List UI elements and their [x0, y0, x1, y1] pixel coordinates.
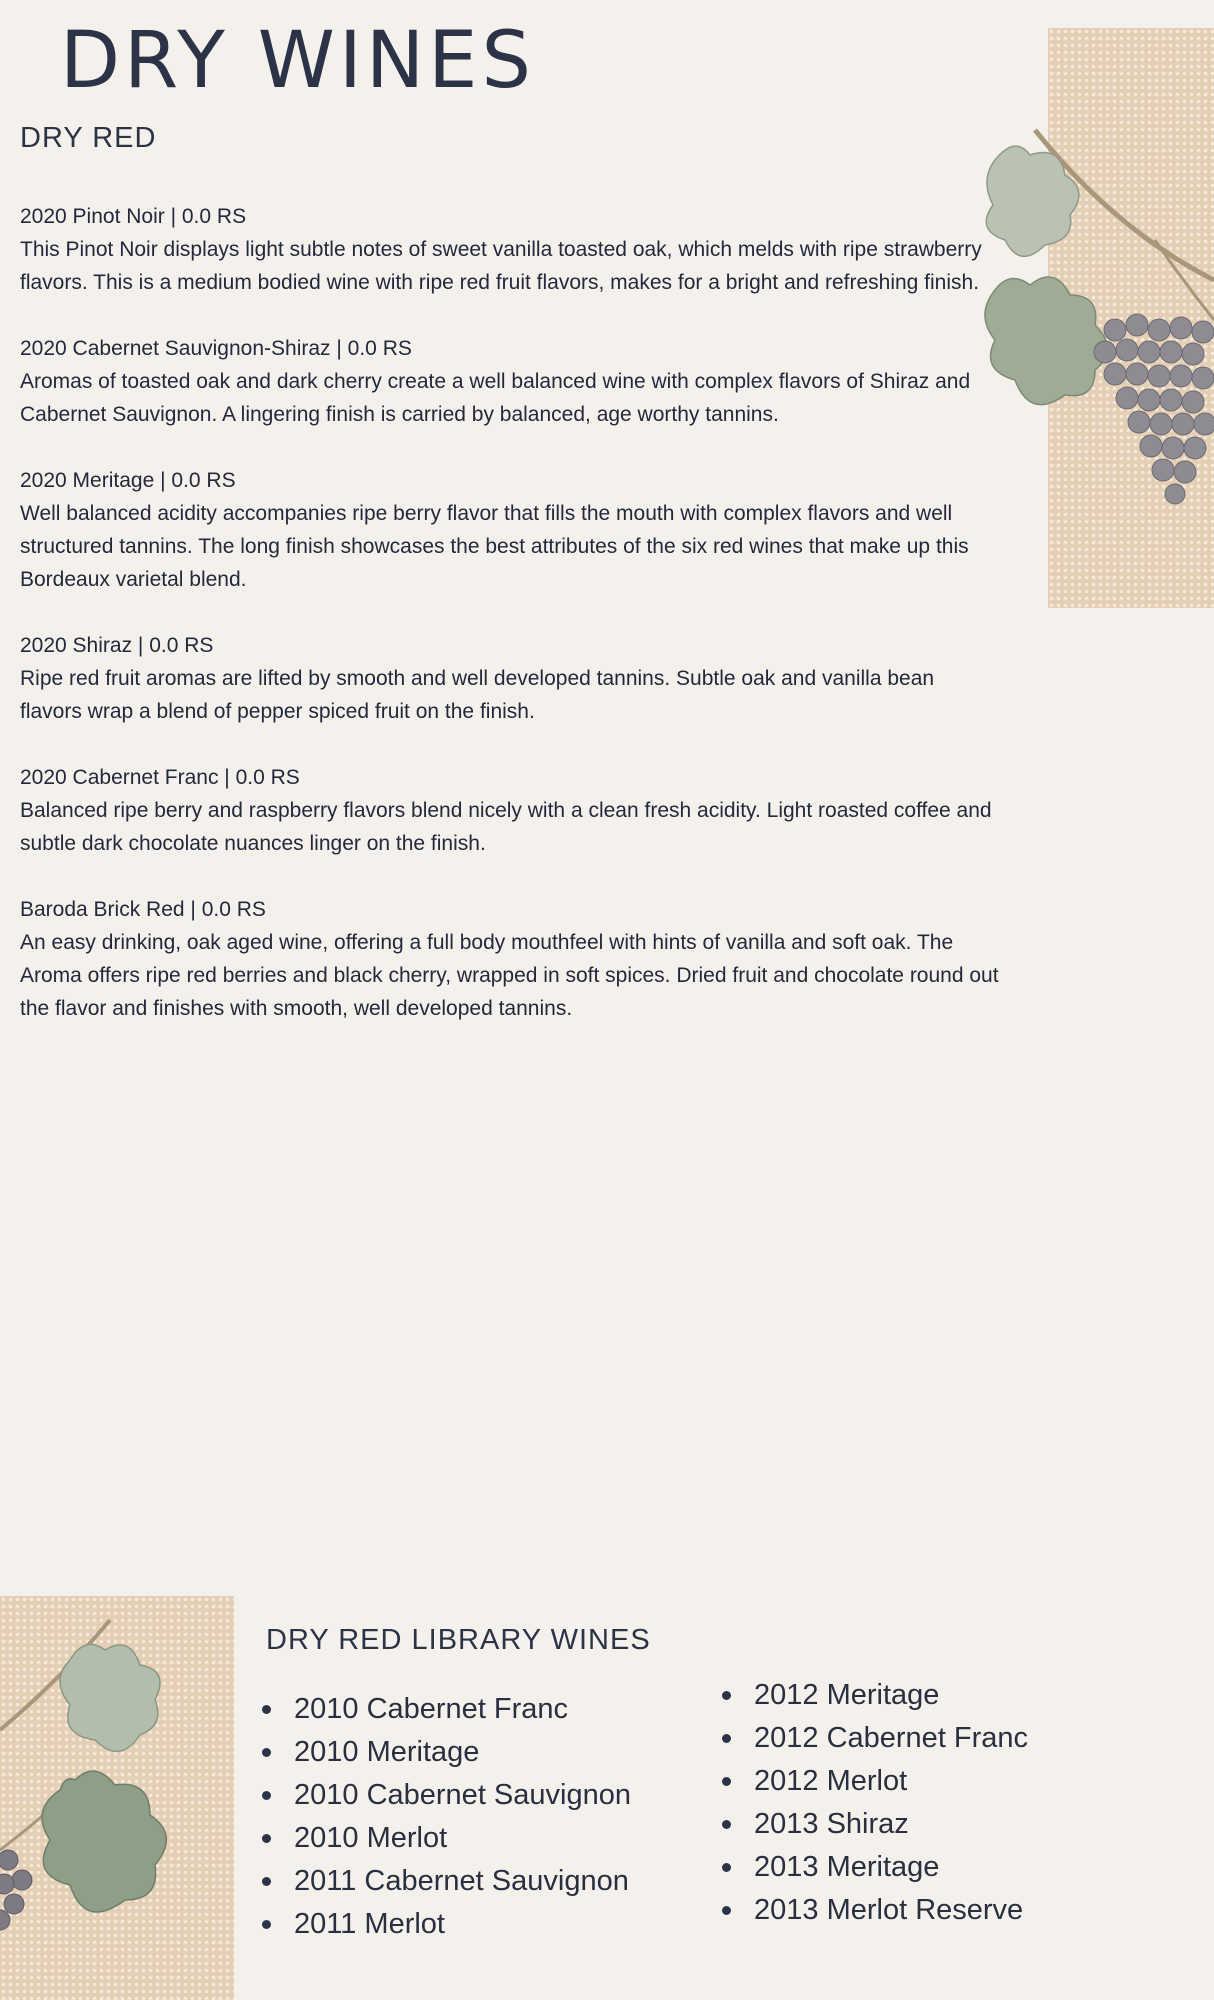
library-item: 2010 Cabernet Sauvignon: [258, 1774, 631, 1817]
section-title-dry-red: DRY RED: [20, 122, 157, 154]
library-item: 2012 Meritage: [718, 1674, 1028, 1717]
wine-name: 2020 Shiraz | 0.0 RS: [20, 634, 214, 657]
library-item: 2010 Cabernet Franc: [258, 1688, 631, 1731]
wine-name: 2020 Cabernet Sauvignon-Shiraz | 0.0 RS: [20, 337, 412, 360]
library-section-title: DRY RED LIBRARY WINES: [266, 1624, 651, 1656]
wine-item: [20, 464, 1000, 596]
wine-item: [20, 893, 1000, 1025]
wine-name: 2020 Pinot Noir | 0.0 RS: [20, 205, 247, 228]
wine-item: [20, 332, 1000, 431]
grape-vine-stamp-icon: [975, 120, 1214, 520]
library-item: 2010 Merlot: [258, 1817, 631, 1860]
library-item: 2013 Shiraz: [718, 1803, 1028, 1846]
wine-name: 2020 Meritage | 0.0 RS: [20, 469, 236, 492]
wine-description: An easy drinking, oak aged wine, offering a full body mouthfeel with hints of vanilla and soft oak. The Aroma offers ripe red berries and black cherry, wrapped in soft spices. Dried fruit and chocolate round out the flavor and finishes with smooth, well developed tannins.: [20, 931, 999, 1020]
wine-description: Aromas of toasted oak and dark cherry create a well balanced wine with complex flavors of Shiraz and Cabernet Sauvignon. A lingering finish is carried by balanced, age worthy tannins.: [20, 370, 971, 426]
library-item: 2011 Merlot: [258, 1903, 631, 1946]
library-item: 2012 Merlot: [718, 1760, 1028, 1803]
wine-description: Ripe red fruit aromas are lifted by smooth and well developed tannins. Subtle oak and vanilla bean flavors wrap a blend of pepper spiced fruit on the finish.: [20, 667, 935, 723]
library-list-left: [258, 1688, 631, 1946]
wine-description: This Pinot Noir displays light subtle notes of sweet vanilla toasted oak, which melds with ripe strawberry flavors. This is a medium bodied wine with ripe red fruit flavors, makes for a bright and refreshing finish.: [20, 238, 982, 294]
library-item: 2010 Meritage: [258, 1731, 631, 1774]
wine-description: Well balanced acidity accompanies ripe berry flavor that fills the mouth with complex flavors and well structured tannins. The long finish showcases the best attributes of the six red wines that make up this Bordeaux varietal blend.: [20, 502, 969, 591]
library-item: 2013 Meritage: [718, 1846, 1028, 1889]
wine-item: [20, 629, 1000, 728]
wine-name: Baroda Brick Red | 0.0 RS: [20, 898, 266, 921]
wine-list: [20, 200, 1000, 1058]
wine-item: [20, 200, 1000, 299]
library-item: 2011 Cabernet Sauvignon: [258, 1860, 631, 1903]
library-list-right: [718, 1674, 1028, 1932]
wine-item: [20, 761, 1000, 860]
wine-description: Balanced ripe berry and raspberry flavors blend nicely with a clean fresh acidity. Light roasted coffee and subtle dark chocolate nuances linger on the finish.: [20, 799, 992, 855]
grape-vine-stamp-icon: [0, 1600, 200, 2000]
page-title: DRY WINES: [60, 16, 535, 106]
library-item: 2013 Merlot Reserve: [718, 1889, 1028, 1932]
library-item: 2012 Cabernet Franc: [718, 1717, 1028, 1760]
wine-name: 2020 Cabernet Franc | 0.0 RS: [20, 766, 300, 789]
